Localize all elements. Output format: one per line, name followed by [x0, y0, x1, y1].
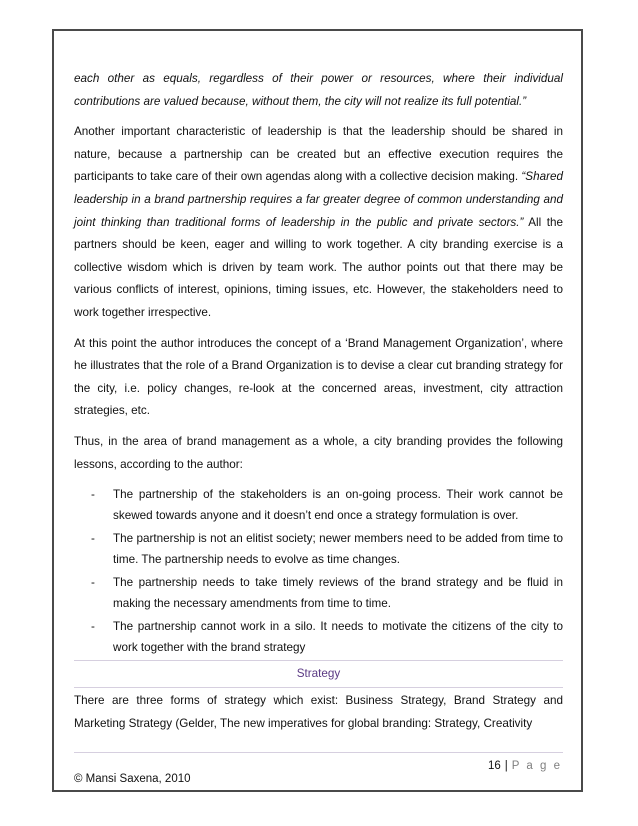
paragraph-text: Another important characteristic of leadership is that the leadership should be shared in nature, because a partnership can be created but an effective execution requires the participants to take care of their own agendas along with a collective decision making.	[74, 125, 563, 184]
bullet-dash: -	[91, 532, 95, 546]
paragraph-lessons-intro: Thus, in the area of brand management as a whole, a city branding provides the following lessons, according to the author:	[74, 434, 563, 471]
paragraph-shared-leadership	[74, 121, 563, 324]
list-item-text: The partnership needs to take timely reviews of the brand strategy and be fluid in making the necessary amendments from time to time.	[113, 576, 563, 611]
section-heading-text: Strategy	[296, 667, 341, 680]
document-body	[74, 68, 563, 660]
list-item	[91, 572, 563, 614]
bullet-dash: -	[91, 620, 95, 634]
section-heading-strategy	[74, 660, 563, 688]
page-number	[488, 758, 562, 774]
footer-divider	[74, 752, 563, 753]
paragraph-strategy-forms: There are three forms of strategy which exist: Business Strategy, Brand Strategy and Marketing Strategy (Gelder, The new imperatives for global branding: Strategy, Creativity	[74, 694, 563, 730]
copyright-notice: © Mansi Saxena, 2010	[74, 773, 191, 785]
lessons-list	[91, 484, 563, 658]
strategy-paragraph-block	[74, 690, 563, 743]
list-item	[91, 484, 563, 526]
list-item-text: The partnership of the stakeholders is an on-going process. Their work cannot be skewed towards anyone and it doesn’t end once a strategy formulation is over.	[113, 488, 563, 523]
page-number-separator: |	[504, 760, 508, 772]
list-item-text: The partnership is not an elitist society; newer members need to be added from time to time. The partnership needs to evolve as time changes.	[113, 532, 563, 567]
bullet-dash: -	[91, 488, 95, 502]
shared-leadership-quote: “Shared leadership in a brand partnership requires a far greater degree of common understanding and joint thinking than traditional forms of leadership in the public and private sectors.”	[74, 170, 563, 229]
list-item	[91, 528, 563, 570]
page-word: P a g e	[511, 760, 562, 772]
list-item	[91, 616, 563, 658]
paragraph-brand-organization: At this point the author introduces the concept of a ‘Brand Management Organization’, where he illustrates that the role of a Brand Organization is to devise a clear cut branding strategy for the city, i.e. policy changes, re-look at the concerned areas, investment, city attraction strategies, etc.	[74, 336, 563, 418]
page-number-value: 16	[487, 760, 501, 772]
quote-continuation: each other as equals, regardless of their power or resources, where their individual contributions are valued because, without them, the city will not realize its full potential.”	[74, 72, 563, 108]
bullet-dash: -	[91, 576, 95, 590]
paragraph-text: All the partners should be keen, eager and willing to work together. A city branding exercise is a collective wisdom which is driven by team work. The author points out that there may be various conflicts of interest, opinions, timing issues, etc. However, the stakeholders need to work together irrespective.	[74, 215, 564, 319]
list-item-text: The partnership cannot work in a silo. It needs to motivate the citizens of the city to work together with the brand strategy	[113, 620, 563, 655]
